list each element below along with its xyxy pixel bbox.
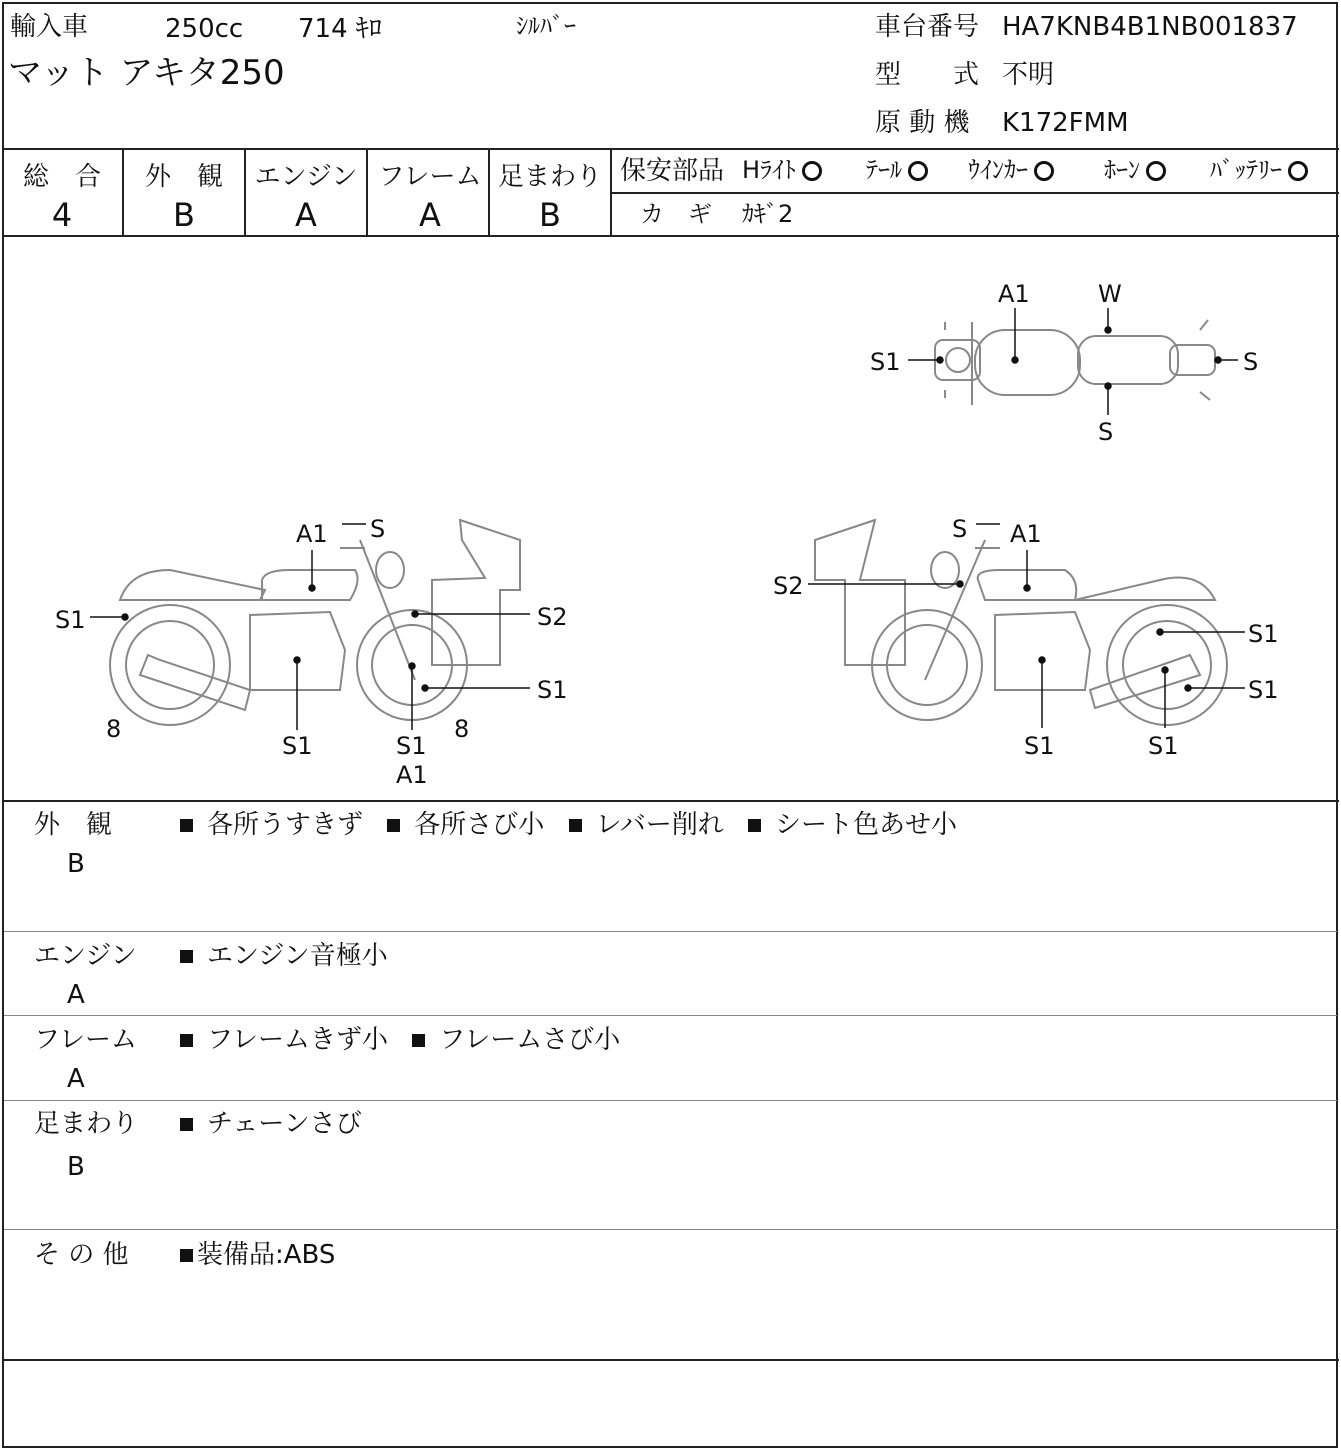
bullet-square-icon bbox=[748, 819, 761, 832]
divider bbox=[4, 931, 1337, 932]
safety-item-battery bbox=[1210, 158, 1308, 182]
note-item: フレームきず小 bbox=[207, 1025, 388, 1055]
bullet-square-icon bbox=[180, 819, 193, 832]
grade-label-frame: フレーム bbox=[378, 162, 482, 192]
grade-label-exterior: 外 観 bbox=[144, 162, 223, 192]
color: ｼﾙﾊﾞｰ bbox=[516, 12, 576, 40]
divider bbox=[2, 235, 1339, 237]
note-grade-suspension: B bbox=[67, 1152, 85, 1182]
grade-value-suspension: B bbox=[539, 196, 561, 234]
ok-circle-icon bbox=[1288, 161, 1308, 181]
divider bbox=[366, 148, 368, 237]
note-grade-exterior: B bbox=[67, 849, 85, 879]
marker-label: A1 bbox=[296, 520, 328, 548]
engine-value: K172FMM bbox=[1002, 108, 1129, 138]
marker-label: 8 bbox=[106, 715, 122, 743]
note-items-engine bbox=[180, 943, 404, 969]
marker-label: S1 bbox=[1024, 732, 1055, 760]
safety-item-label: ｳｲﾝｶｰ bbox=[968, 156, 1028, 184]
note-items-other bbox=[180, 1242, 351, 1268]
note-label-exterior: 外 観 bbox=[34, 810, 113, 840]
bullet-square-icon bbox=[412, 1034, 425, 1047]
grade-value-engine: A bbox=[295, 196, 317, 234]
note-item: 装備品:ABS bbox=[197, 1240, 336, 1270]
divider bbox=[4, 1100, 1337, 1101]
bullet-square-icon bbox=[387, 819, 400, 832]
bullet-square-icon bbox=[180, 950, 193, 963]
motorcycle-left-view bbox=[110, 520, 520, 725]
engine-label: 原 動 機 bbox=[875, 108, 970, 138]
damage-markers bbox=[90, 308, 1245, 730]
safety-title: 保安部品 bbox=[620, 156, 725, 186]
marker-label: S bbox=[952, 515, 968, 543]
grade-label-suspension: 足まわり bbox=[497, 162, 602, 192]
note-item: シート色あせ小 bbox=[775, 810, 958, 840]
motorcycle-top-view bbox=[935, 320, 1215, 405]
marker-label: S bbox=[1243, 348, 1259, 376]
note-item: チェーンさび bbox=[207, 1109, 362, 1139]
marker-label: S1 bbox=[396, 732, 427, 760]
divider bbox=[4, 1015, 1337, 1016]
divider bbox=[4, 1229, 1337, 1230]
safety-item-label: ﾊﾞｯﾃﾘｰ bbox=[1210, 156, 1282, 184]
marker-label: S bbox=[1098, 418, 1114, 446]
safety-item-label: ﾎｰﾝ bbox=[1104, 156, 1140, 184]
note-item: 各所さび小 bbox=[414, 810, 545, 840]
bullet-square-icon bbox=[180, 1034, 193, 1047]
type-value: 不明 bbox=[1002, 60, 1055, 90]
safety-item-label: ﾃｰﾙ bbox=[866, 156, 902, 184]
frame-no: HA7KNB4B1NB001837 bbox=[1002, 12, 1298, 42]
marker-label: S1 bbox=[870, 348, 901, 376]
bullet-square-icon bbox=[180, 1249, 193, 1262]
ok-circle-icon bbox=[1034, 161, 1054, 181]
note-label-frame: フレーム bbox=[34, 1025, 137, 1055]
note-label-other: そ の 他 bbox=[34, 1240, 129, 1270]
bullet-square-icon bbox=[569, 819, 582, 832]
marker-label: A1 bbox=[998, 280, 1030, 308]
marker-label: S1 bbox=[55, 606, 86, 634]
ok-circle-icon bbox=[908, 161, 928, 181]
marker-label: A1 bbox=[1010, 520, 1042, 548]
grade-value-frame: A bbox=[419, 196, 441, 234]
note-items-frame bbox=[180, 1027, 636, 1053]
note-item: レバー削れ bbox=[595, 810, 724, 840]
marker-label: S1 bbox=[537, 676, 568, 704]
marker-label: 8 bbox=[454, 715, 470, 743]
divider bbox=[612, 192, 1339, 194]
note-item: フレームさび小 bbox=[439, 1025, 621, 1055]
mileage: 714 ｷﾛ bbox=[298, 14, 382, 44]
frame-no-label: 車台番号 bbox=[875, 12, 980, 42]
key-label: カ ギ bbox=[640, 200, 712, 228]
note-item: 各所うすきず bbox=[207, 810, 364, 840]
marker-label: S2 bbox=[773, 572, 804, 600]
marker-label: S1 bbox=[1148, 732, 1179, 760]
safety-item-horn bbox=[1104, 158, 1166, 182]
marker-label: S1 bbox=[1248, 676, 1279, 704]
type-label: 型 式 bbox=[875, 60, 980, 90]
model-name: マット アキタ250 bbox=[8, 53, 285, 93]
note-label-engine: エンジン bbox=[34, 941, 137, 971]
grade-value-exterior: B bbox=[173, 196, 195, 234]
grade-label-engine: エンジン bbox=[254, 162, 358, 192]
divider bbox=[2, 800, 1339, 802]
bullet-square-icon bbox=[180, 1118, 193, 1131]
marker-label: S bbox=[370, 515, 386, 543]
marker-label: S2 bbox=[537, 603, 568, 631]
ok-circle-icon bbox=[1146, 161, 1166, 181]
grade-label-overall: 総 合 bbox=[22, 162, 101, 192]
note-grade-engine: A bbox=[67, 980, 85, 1010]
safety-item-winker bbox=[968, 158, 1054, 182]
import-label: 輸入車 bbox=[10, 12, 89, 42]
ok-circle-icon bbox=[802, 161, 822, 181]
divider bbox=[2, 148, 1339, 150]
note-grade-frame: A bbox=[67, 1064, 85, 1094]
safety-item-label: Hﾗｲﾄ bbox=[742, 156, 797, 184]
marker-label: A1 bbox=[396, 761, 428, 789]
marker-label: W bbox=[1098, 280, 1122, 308]
damage-diagram bbox=[0, 238, 1341, 800]
key-value: ｶｷﾞ2 bbox=[742, 200, 794, 228]
safety-item-headlight bbox=[742, 158, 822, 182]
safety-item-tail bbox=[866, 158, 928, 182]
marker-label: S1 bbox=[1248, 620, 1279, 648]
note-item: エンジン音極小 bbox=[207, 941, 388, 971]
divider bbox=[2, 1359, 1339, 1361]
grade-value-overall: 4 bbox=[51, 196, 73, 234]
note-items-exterior bbox=[180, 812, 973, 838]
note-items-suspension bbox=[180, 1111, 378, 1137]
marker-label: S1 bbox=[282, 732, 313, 760]
displacement: 250cc bbox=[165, 14, 244, 44]
note-label-suspension: 足まわり bbox=[34, 1109, 139, 1139]
